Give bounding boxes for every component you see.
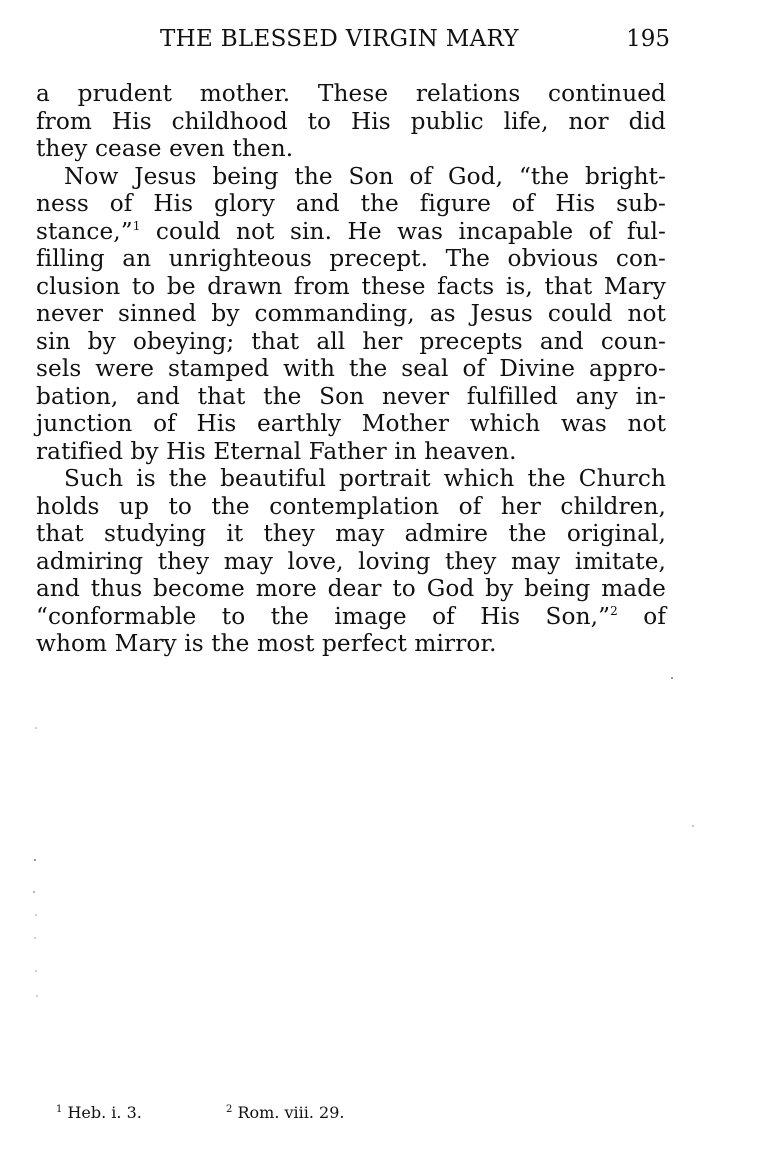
footnote-reference-2: 2 bbox=[610, 603, 618, 618]
text-line: never sinned by commanding, as Jesus could not bbox=[36, 300, 666, 327]
text-line: a prudent mother. These relations continued bbox=[36, 80, 666, 107]
text-line: sin by obeying; that all her precepts and coun- bbox=[36, 327, 666, 355]
footnotes bbox=[56, 1101, 456, 1125]
footnote-1 bbox=[56, 1101, 142, 1125]
paragraph-end-line: whom Mary is the most perfect mirror. bbox=[36, 630, 497, 657]
text-line: that studying it they may admire the original, bbox=[36, 520, 666, 547]
text-line: clusion to be drawn from these facts is, that Mary bbox=[36, 272, 666, 300]
text-segment: stance,” bbox=[36, 217, 133, 245]
text-line: from His childhood to His public life, nor did bbox=[36, 107, 666, 135]
paragraph-start-line: Such is the beautiful portrait which the Church bbox=[64, 465, 666, 492]
footnote-citation: Heb. i. 3. bbox=[67, 1103, 142, 1122]
text-segment: “conformable to the image of His Son,” bbox=[36, 602, 611, 630]
text-line: admiring they may love, loving they may imitate, bbox=[36, 547, 666, 575]
text-line: junction of His earthly Mother which was not bbox=[36, 410, 666, 437]
paragraph-end-line: they cease even then. bbox=[36, 135, 294, 162]
text-line: sels were stamped with the seal of Divine appro- bbox=[36, 355, 666, 382]
text-line: filling an unrighteous precept. The obvious con- bbox=[36, 245, 666, 272]
text-line bbox=[36, 218, 666, 246]
footnote-marker: 1 bbox=[56, 1104, 63, 1115]
running-title: THE BLESSED VIRGIN MARY bbox=[160, 26, 519, 52]
footnote-citation: Rom. viii. 29. bbox=[237, 1103, 345, 1122]
paragraph-start-line: Now Jesus being the Son of God, “the bright- bbox=[64, 162, 666, 190]
text-line: bation, and that the Son never fulfilled any in- bbox=[36, 382, 666, 410]
body-text bbox=[36, 80, 666, 658]
text-line: holds up to the contemplation of her children, bbox=[36, 492, 666, 520]
footnote-2 bbox=[226, 1101, 345, 1125]
text-segment: could not sin. He was incapable of ful- bbox=[140, 217, 666, 245]
footnote-marker: 2 bbox=[226, 1104, 233, 1115]
text-segment: of bbox=[617, 602, 667, 630]
text-line: ness of His glory and the figure of His sub- bbox=[36, 190, 666, 217]
running-head bbox=[160, 24, 670, 54]
text-line: and thus become more dear to God by being made bbox=[36, 575, 666, 602]
paragraph-end-line: ratified by His Eternal Father in heaven. bbox=[36, 437, 517, 465]
text-line bbox=[36, 603, 666, 631]
footnote-reference-1: 1 bbox=[132, 218, 141, 233]
page-number: 195 bbox=[626, 26, 670, 52]
